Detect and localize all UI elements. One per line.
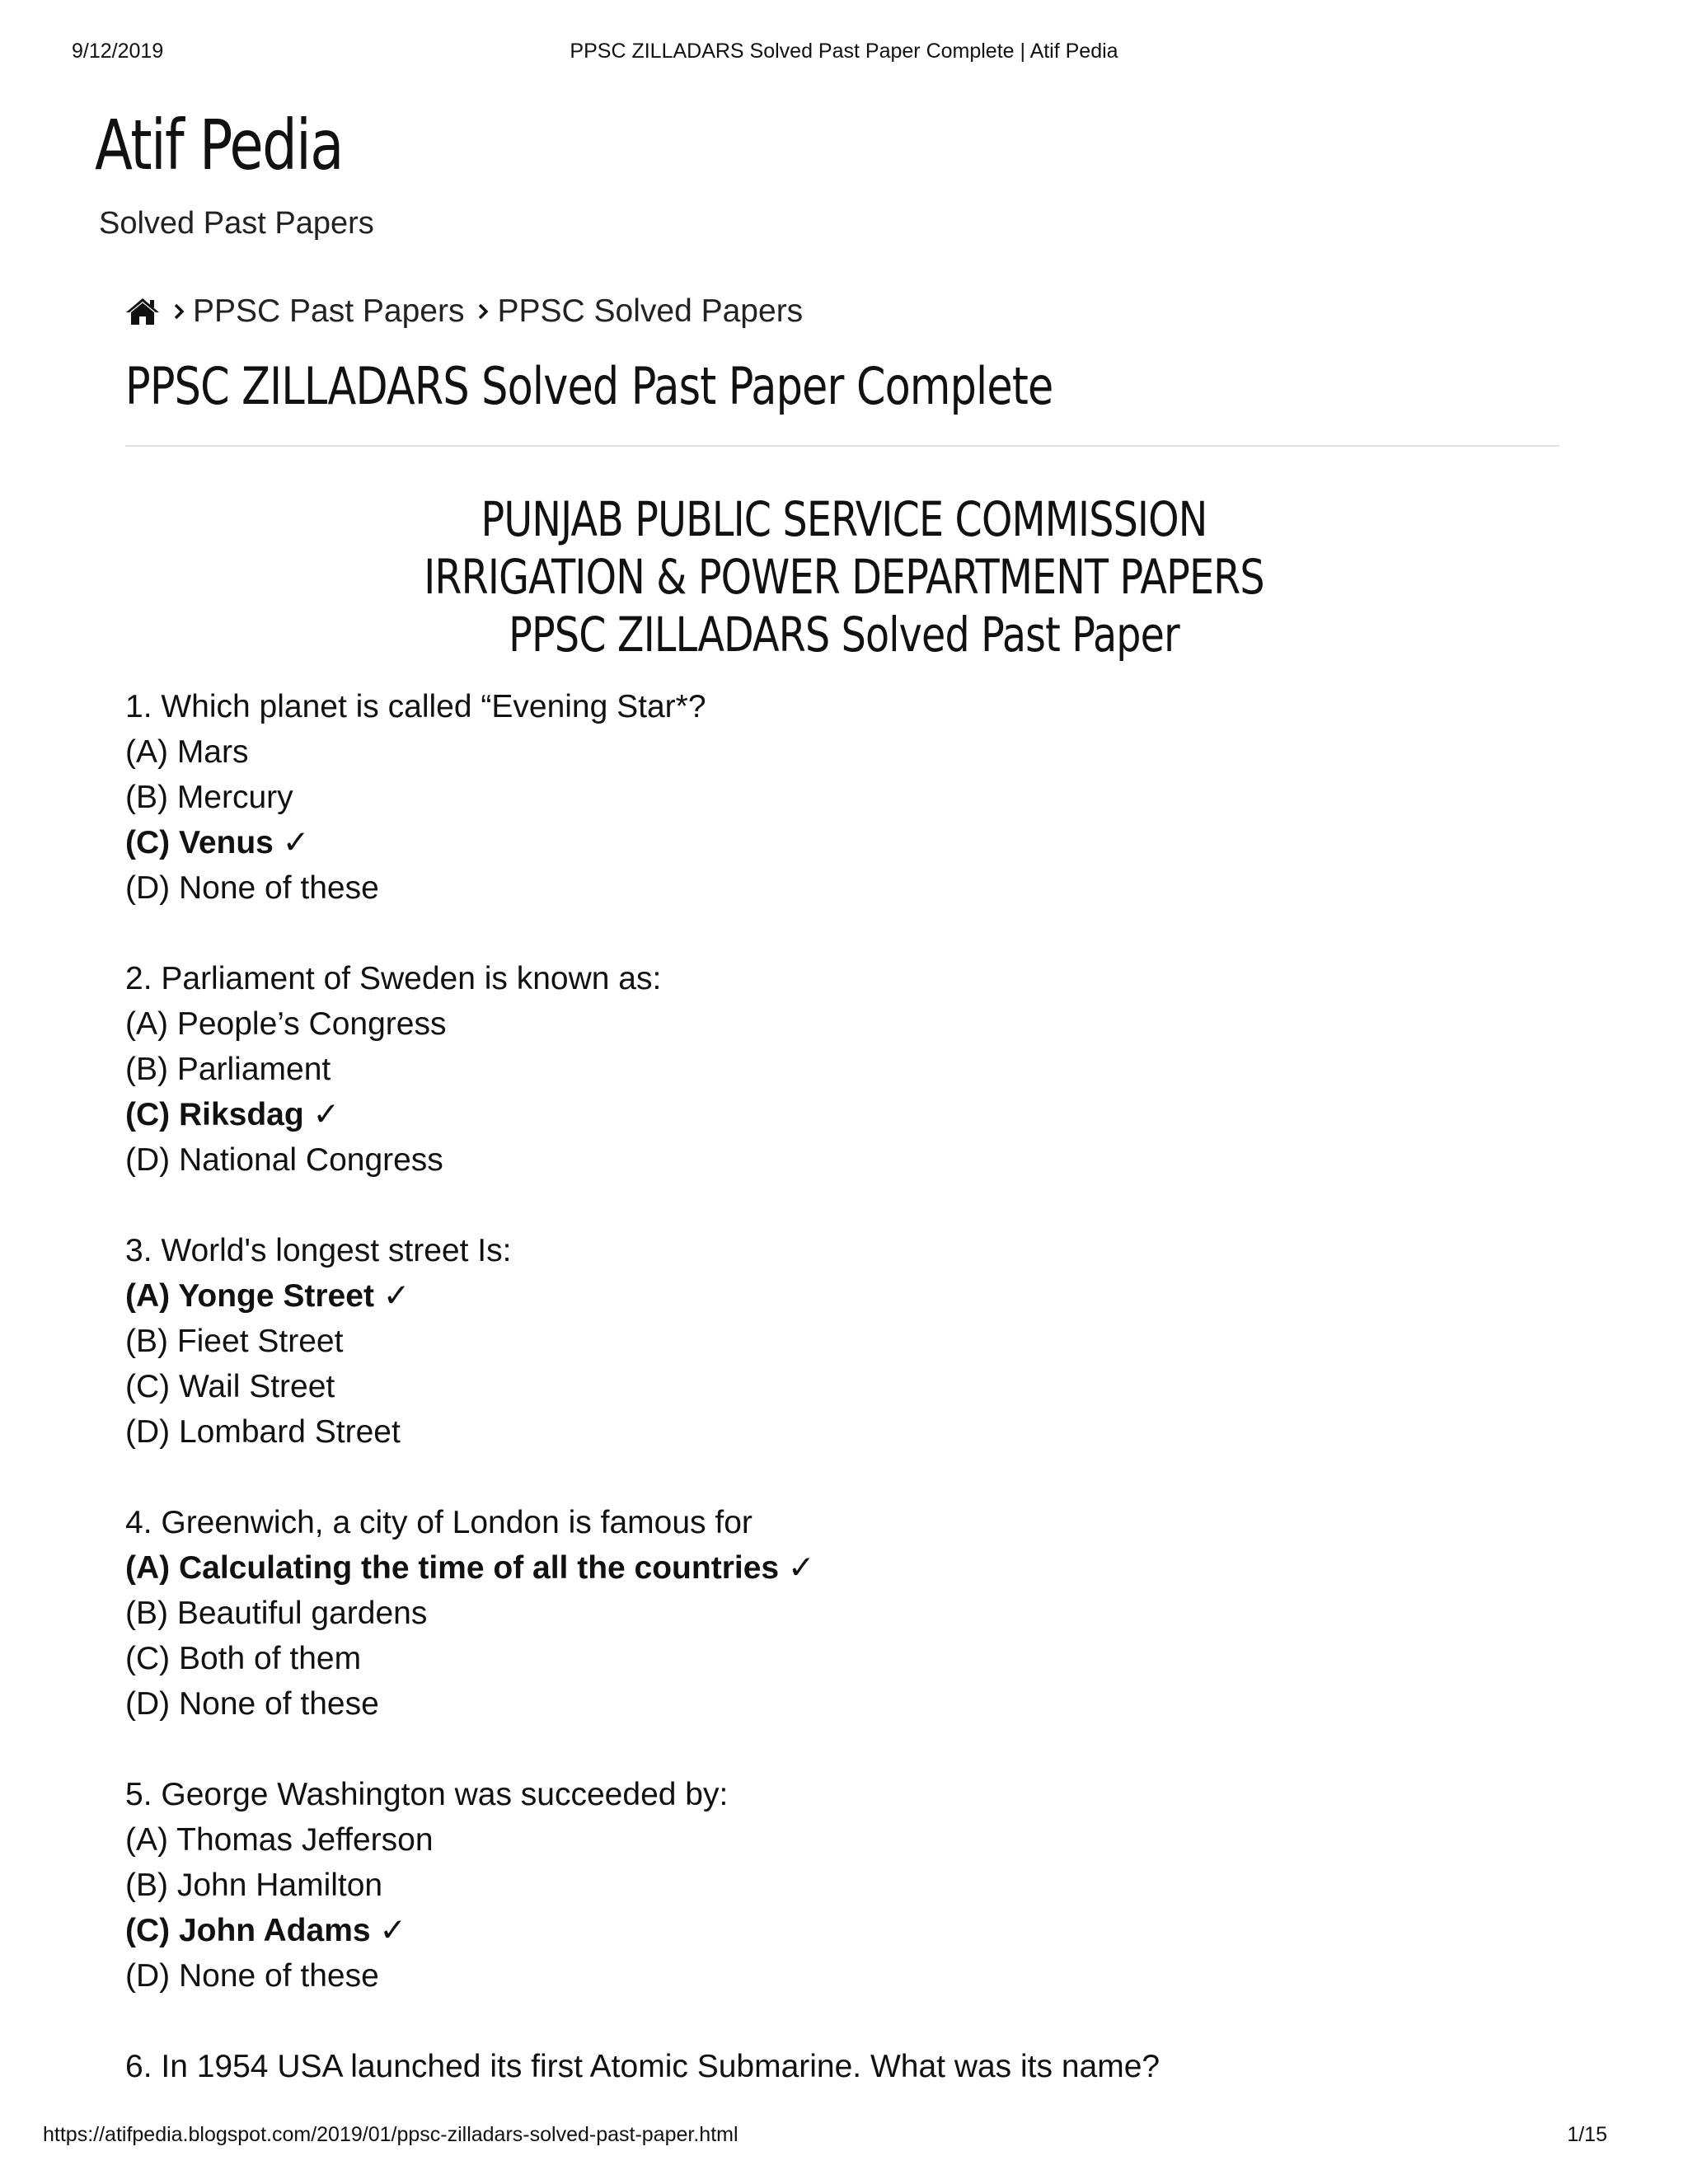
breadcrumb-home-link[interactable] <box>125 297 160 326</box>
print-page-title: PPSC ZILLADARS Solved Past Paper Complete | Atif Pedia <box>570 40 1118 63</box>
answer-option: (A) Mars <box>125 734 249 770</box>
question-list <box>125 684 1576 2135</box>
answer-option: (D) None of these <box>125 1686 379 1722</box>
answer-option: (B) Beautiful gardens <box>125 1596 428 1631</box>
question-item <box>125 1228 1576 1455</box>
site-title[interactable]: Atif Pedia <box>95 105 343 185</box>
answer-option: (C) Wail Street <box>125 1369 335 1404</box>
answer-option: (C) Both of them <box>125 1641 362 1676</box>
breadcrumb <box>125 288 803 335</box>
question-item <box>125 1500 1576 1727</box>
question-item <box>125 1772 1576 1999</box>
breadcrumb-item-ppsc-solved-papers[interactable]: PPSC Solved Papers <box>497 293 804 329</box>
paper-heading-line-2: IRRIGATION & POWER DEPARTMENT PAPERS <box>424 549 1264 605</box>
answer-option: (B) Mercury <box>125 780 293 815</box>
paper-heading-line-3: PPSC ZILLADARS Solved Past Paper <box>509 607 1179 663</box>
question-item <box>125 956 1576 1183</box>
paper-heading <box>0 490 1688 663</box>
correct-answer-option: (C) Riksdag ✓ <box>125 1097 340 1132</box>
print-header <box>0 40 1688 73</box>
print-url: https://atifpedia.blogspot.com/2019/01/ppsc-zilladars-solved-past-paper.html <box>43 2123 738 2146</box>
print-page-number: 1/15 <box>1567 2123 1607 2146</box>
answer-option: (D) National Congress <box>125 1142 443 1178</box>
post-title: PPSC ZILLADARS Solved Past Paper Complete <box>125 356 1053 416</box>
question-text: 5. George Washington was succeeded by: <box>125 1777 729 1812</box>
title-divider <box>125 445 1559 447</box>
question-item <box>125 2044 1576 2089</box>
answer-option: (D) None of these <box>125 870 379 906</box>
print-date: 9/12/2019 <box>72 40 164 63</box>
answer-option: (D) Lombard Street <box>125 1414 401 1450</box>
answer-option: (B) Fieet Street <box>125 1324 344 1359</box>
answer-option: (A) People’s Congress <box>125 1006 447 1042</box>
chevron-right-icon <box>476 301 490 322</box>
paper-heading-line-1: PUNJAB PUBLIC SERVICE COMMISSION <box>481 491 1207 547</box>
answer-option: (B) John Hamilton <box>125 1868 383 1903</box>
breadcrumb-item-ppsc-past-papers[interactable]: PPSC Past Papers <box>193 293 465 329</box>
correct-answer-option: (C) Venus ✓ <box>125 825 310 860</box>
print-footer <box>0 2123 1688 2156</box>
question-text: 1. Which planet is called “Evening Star*? <box>125 689 706 724</box>
chevron-right-icon <box>171 301 186 322</box>
question-text: 6. In 1954 USA launched its first Atomic Submarine. What was its name? <box>125 2049 1160 2084</box>
answer-option: (D) None of these <box>125 1958 379 1994</box>
correct-answer-option: (A) Calculating the time of all the countries ✓ <box>125 1550 815 1586</box>
question-text: 4. Greenwich, a city of London is famous for <box>125 1505 753 1540</box>
correct-answer-option: (C) John Adams ✓ <box>125 1913 407 1948</box>
question-text: 3. World's longest street Is: <box>125 1233 512 1268</box>
answer-option: (A) Thomas Jefferson <box>125 1822 434 1858</box>
site-description: Solved Past Papers <box>99 206 374 241</box>
answer-option: (B) Parliament <box>125 1052 331 1087</box>
home-icon <box>125 297 160 326</box>
question-text: 2. Parliament of Sweden is known as: <box>125 961 662 996</box>
question-item <box>125 684 1576 911</box>
correct-answer-option: (A) Yonge Street ✓ <box>125 1278 410 1314</box>
